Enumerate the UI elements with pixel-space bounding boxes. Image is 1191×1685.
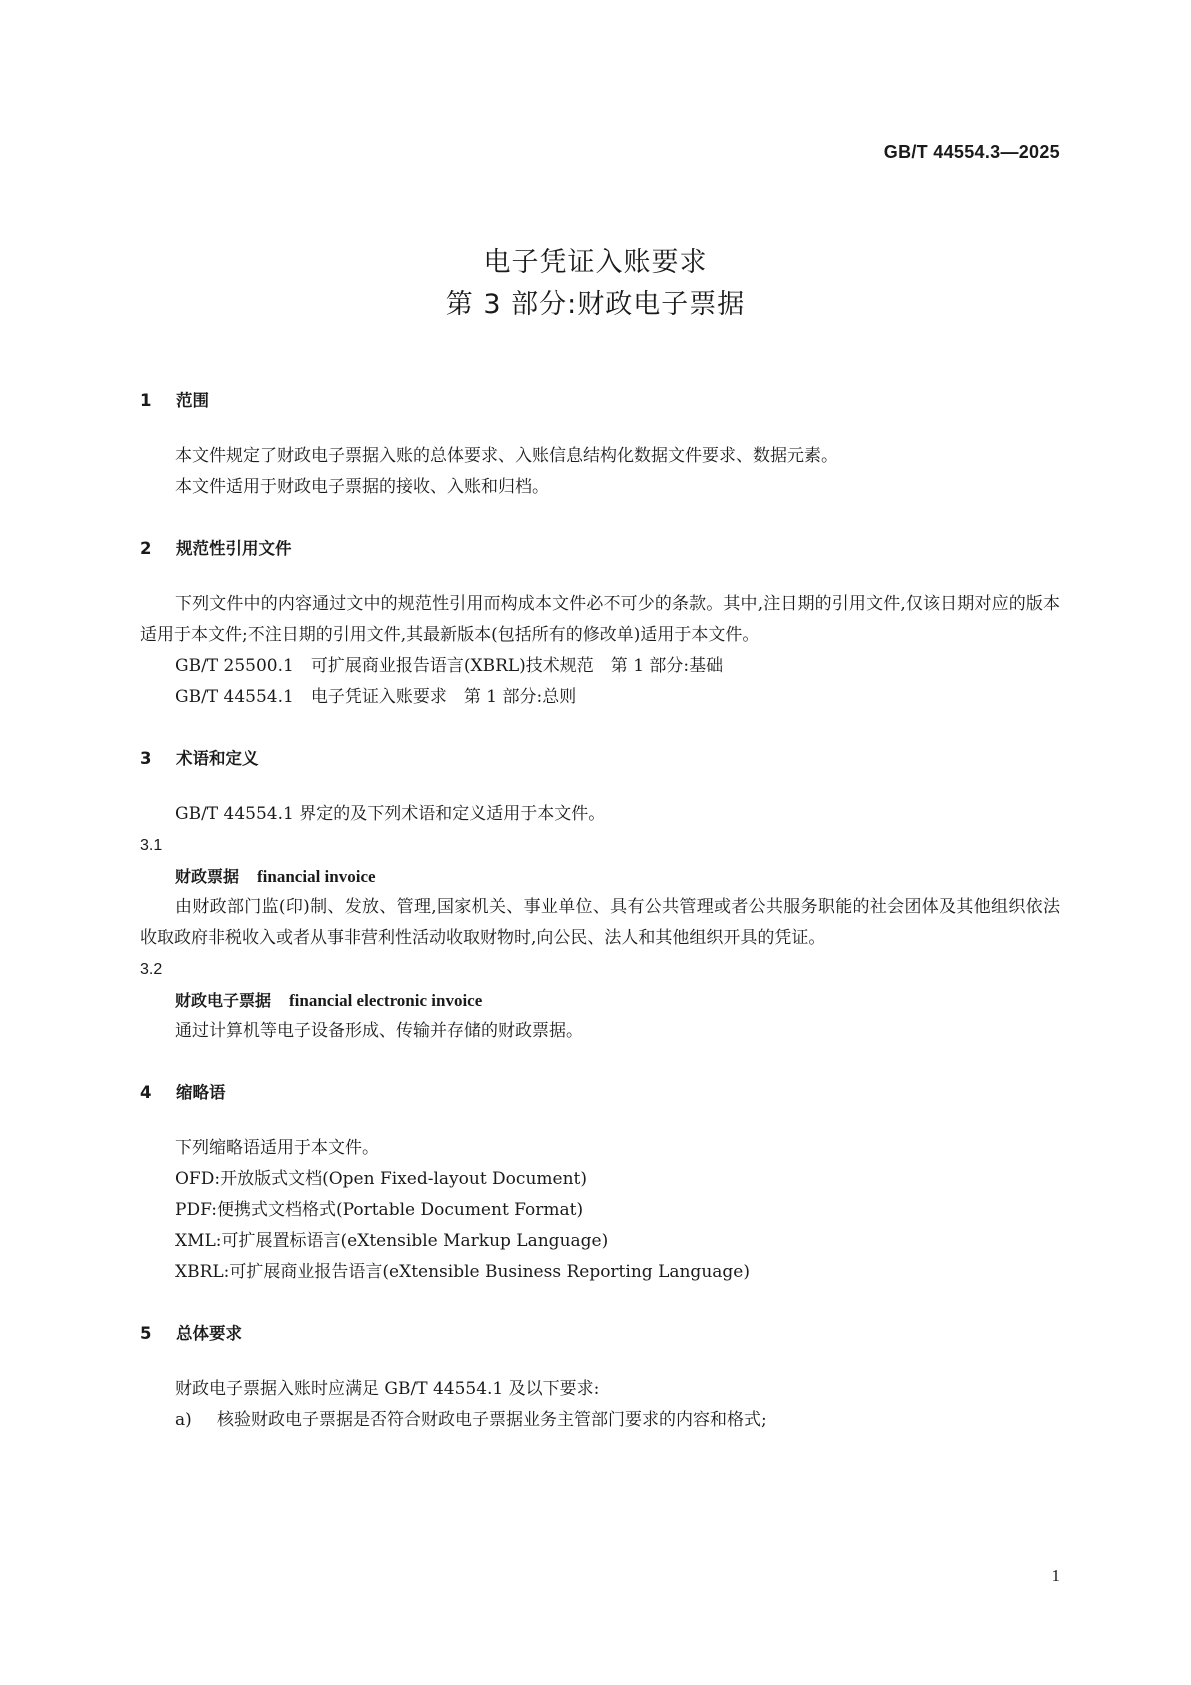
term-title xyxy=(140,861,1060,892)
section-title: 术语和定义 xyxy=(176,749,259,768)
term-definition: 通过计算机等电子设备形成、传输并存储的财政票据。 xyxy=(175,1021,583,1041)
title-line-1: 电子凭证入账要求 xyxy=(483,247,708,278)
section-number: 5 xyxy=(140,1324,152,1343)
list-marker: a) xyxy=(175,1410,192,1430)
paragraph: 本文件适用于财政电子票据的接收、入账和归档。 xyxy=(175,477,549,497)
paragraph: 下列缩略语适用于本文件。 xyxy=(175,1138,379,1158)
paragraph: 下列文件中的内容通过文中的规范性引用而构成本文件必不可少的条款。其中,注日期的引用文件,仅该日期对应的版本适用于本文件;不注日期的引用文件,其最新版本(包括所有的修改单)适用于本文件。 xyxy=(140,594,1060,645)
reference-item: GB/T 44554.1 电子凭证入账要求 第 1 部分:总则 xyxy=(175,687,577,707)
section-number: 4 xyxy=(140,1083,152,1102)
section-title: 缩略语 xyxy=(176,1083,226,1102)
page-number: 1 xyxy=(1051,1566,1060,1585)
term-number: 3.2 xyxy=(140,961,163,978)
section-title: 总体要求 xyxy=(176,1324,242,1343)
paragraph: 本文件规定了财政电子票据入账的总体要求、入账信息结构化数据文件要求、数据元素。 xyxy=(175,446,838,466)
title-line-2: 第 3 部分:财政电子票据 xyxy=(445,289,746,320)
list-text: 核验财政电子票据是否符合财政电子票据业务主管部门要求的内容和格式; xyxy=(217,1410,767,1430)
abbreviation-item: XBRL:可扩展商业报告语言(eXtensible Business Reporting Language) xyxy=(175,1262,750,1282)
section-1-heading xyxy=(140,385,1060,417)
section-2-heading xyxy=(140,533,1060,565)
document-body xyxy=(140,385,1060,1436)
abbreviation-item: XML:可扩展置标语言(eXtensible Markup Language) xyxy=(175,1231,609,1251)
section-4-heading xyxy=(140,1077,1060,1109)
abbreviation-item: PDF:便携式文档格式(Portable Document Format) xyxy=(175,1200,584,1220)
section-5-heading xyxy=(140,1318,1060,1350)
document-title xyxy=(0,242,1191,326)
section-number: 1 xyxy=(140,391,152,410)
section-3-heading xyxy=(140,743,1060,775)
paragraph: 财政电子票据入账时应满足 GB/T 44554.1 及以下要求: xyxy=(175,1379,600,1399)
term-title xyxy=(140,985,1060,1016)
abbreviation-item: OFD:开放版式文档(Open Fixed-layout Document) xyxy=(175,1169,587,1189)
reference-item: GB/T 25500.1 可扩展商业报告语言(XBRL)技术规范 第 1 部分:基础 xyxy=(175,656,724,676)
section-title: 范围 xyxy=(176,391,209,410)
section-number: 2 xyxy=(140,539,152,558)
section-title: 规范性引用文件 xyxy=(176,539,292,558)
term-en: financial electronic invoice xyxy=(289,991,483,1010)
term-number: 3.1 xyxy=(140,837,163,854)
term-zh: 财政电子票据 xyxy=(175,991,272,1010)
standard-code: GB/T 44554.3—2025 xyxy=(883,142,1060,162)
section-number: 3 xyxy=(140,749,152,768)
term-definition: 由财政部门监(印)制、发放、管理,国家机关、事业单位、具有公共管理或者公共服务职能的社会团体及其他组织依法收取政府非税收入或者从事非营利性活动收取财物时,向公民、法人和其他组织开具的凭证。 xyxy=(140,897,1060,948)
list-item xyxy=(140,1405,1060,1436)
paragraph: GB/T 44554.1 界定的及下列术语和定义适用于本文件。 xyxy=(175,804,606,824)
term-en: financial invoice xyxy=(257,867,376,886)
term-zh: 财政票据 xyxy=(175,867,240,886)
